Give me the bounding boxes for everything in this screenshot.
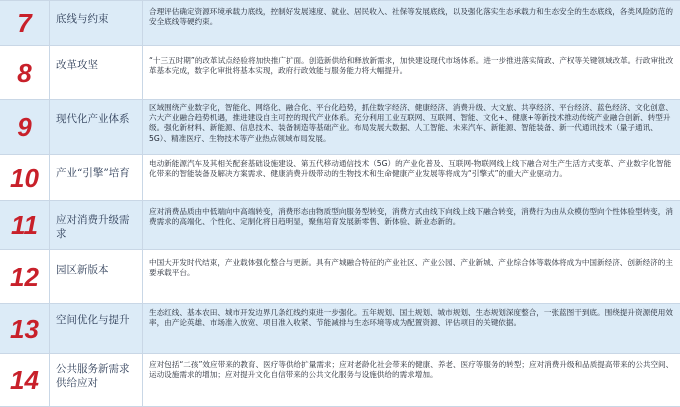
row-description: 电动新能源汽车及其相关配套基础设施建设、第五代移动通信技术（5G）的产业化普及、互联网-物联网线上线下融合对生产生活方式变革、产业数字化智能化带来的智能装备及解决方案需求、健康消费升级带动的生物技术和生命健康产业发展等将成为“引擎式”的重大产业驱动力。 <box>149 159 672 179</box>
row-description: 合理评估确定资源环境承载力底线，控制好发展速度、就业、居民收入、社保等发展底线，以及强化落实生态承载力和生态安全的生态底线，各类风险防范的安全底线等硬约束。 <box>149 7 673 27</box>
row-title: 应对消费升级需求 <box>50 201 143 249</box>
row-title: 空间优化与提升 <box>50 304 143 353</box>
row-description: 生态红线、基本农田、城市开发边界几条红线约束进一步强化。五年规划、国土规划、城市规划、生态规划深度整合，一张蓝图干到底。围绕提升资源使用效率，由产论英雄、市场准入放宽、项目准入收紧、节能减排与生态环境等成为配置资源、评估项目的关键依据。 <box>149 308 673 328</box>
table-row <box>0 1 680 46</box>
row-number: 13 <box>0 304 50 353</box>
row-description: “十三五时期”的改革试点经验将加快推广扩面。创造新供给和释放新需求，加快建设现代市场体系。进一步推进落实简政、产权等关键领域改革。行政审批改革基本完成，数字化审批将基本实现，政府行政效能与服务能力将大幅提升。 <box>149 56 674 76</box>
row-description: 区域围绕产业数字化，智能化、网络化、融合化、平台化趋势，抓住数字经济、健康经济、消费升级、大文旅、共享经济、平台经济、蓝色经济、文化创意、六大产业融合趋势机遇，推进建设自主可控的现代产业体系。充分利用工业互联网、互联网、智能、文化+、健康+等新技术推动传统产业融合创新、转型升级。强化新材料、新能源、信息技术、装备制造等基础产业。布局发展大数据、人工智能、未来汽车、新能源、智能装备、新一代通讯技术（量子通讯、5G）、精准医疗、生物技术等产业热点领域布局发展。 <box>149 103 673 143</box>
row-number: 12 <box>0 250 50 303</box>
table-row <box>0 250 680 304</box>
row-title: 产业“引擎”培育 <box>50 155 143 200</box>
row-title: 底线与约束 <box>50 1 143 45</box>
row-description: 应对包括“二孩”效应带来的教育、医疗等供给扩量需求；应对老龄化社会带来的健康、养老、医疗等服务的转型；应对消费升级和品质提高带来的公共空间、运动设施需求的增加；应对提升文化自信带来的公共文化服务与设施供给的需求增加。 <box>149 360 674 380</box>
row-title: 改革攻坚 <box>50 46 143 99</box>
row-number: 14 <box>0 354 50 406</box>
row-title: 公共服务新需求供给应对 <box>50 354 143 406</box>
table-row <box>0 354 680 407</box>
row-description: 应对消费品质由中低端向中高端转变，消费形态由物质型向服务型转变，消费方式由线下向线上线下融合转变，消费行为由从众模仿型向个性体验型转变，消费需求的高端化、个性化、定制化将日趋明显，聚焦培育发展新零售、新体验、新业态新的。 <box>149 207 673 227</box>
row-title: 现代化产业体系 <box>50 100 143 154</box>
row-description: 中国大开发时代结束，产业载体强化整合与更新。具有产城融合特征的产业社区、产业公园、产业新城、产业综合体等载体将成为中国新经济、创新经济的主要承载平台。 <box>149 258 673 278</box>
table-row <box>0 155 680 201</box>
table-row <box>0 46 680 100</box>
table-row <box>0 201 680 250</box>
row-number: 8 <box>0 46 50 99</box>
table-row <box>0 304 680 354</box>
row-title: 园区新版本 <box>50 250 143 303</box>
row-number: 9 <box>0 100 50 154</box>
row-number: 11 <box>0 201 50 249</box>
table-row <box>0 100 680 155</box>
row-number: 10 <box>0 155 50 200</box>
row-number: 7 <box>0 1 50 45</box>
